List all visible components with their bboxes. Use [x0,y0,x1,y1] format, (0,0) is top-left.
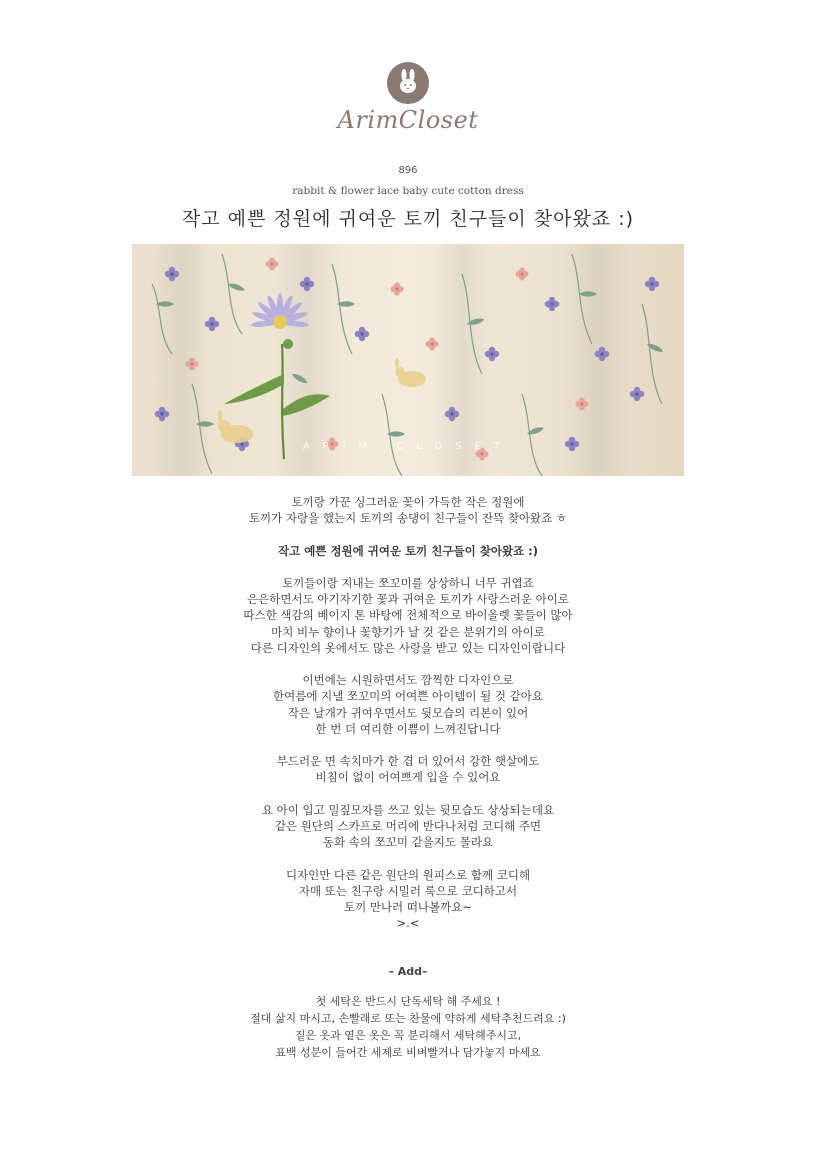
text-line: 디자인만 다른 같은 원단의 원피스로 함께 코디해 [285,867,531,882]
page-title: 작고 예쁜 정원에 귀여운 토끼 친구들이 찾아왔죠 :) [181,208,635,230]
text-line: 비침이 없이 어여쁘게 입을 수 있어요 [315,770,501,785]
description-heading [0,543,816,559]
text-line: 토끼랑 가꾼 싱그러운 꽃이 가득한 작은 정원에 [291,495,525,509]
description-paragraph [0,802,816,851]
description-paragraph [0,575,816,656]
text-line: 작고 예쁜 정원에 귀여운 토끼 친구들이 찾아왔죠 :) [277,543,539,558]
product-code: 896 [398,165,418,176]
care-instructions [0,993,816,1061]
text-line: 요 아이 입고 밀짚모자를 쓰고 있는 뒷모습도 상상되는데요 [261,802,555,817]
text-line: 첫 세탁은 반드시 단독세탁 해 주세요 ! [315,995,501,1008]
text-line: 동화 속의 쪼꼬미 같을지도 몰라요 [322,835,494,850]
text-line: 짙은 옷과 옅은 옷은 꼭 분리해서 세탁해주시고, [294,1029,522,1042]
product-description [0,494,816,948]
text-line: 은은하면서도 아기자기한 꽃과 귀여운 토끼가 사랑스러운 아이로 [247,592,569,607]
text-line: >.< [396,916,420,931]
text-line: 토끼가 자랑을 했는지 토끼의 송댕이 친구들이 잔뜩 찾아왔죠 ㅎ [248,511,568,526]
text-line: 작은 날개가 귀여우면서도 뒷모습의 리본이 있어 [287,705,529,720]
text-line: 이번에는 시원하면서도 깜찍한 디자인으로 [302,673,514,688]
text-line: 마치 비누 향이나 꽃향기가 날 것 같은 분위기의 아이로 [271,624,545,639]
text-line: 토끼 만나러 떠나볼까요~ [343,899,473,914]
description-paragraph [0,672,816,737]
hero-watermark: ARIM CLOSET [302,441,514,452]
logo-text: ArimCloset [337,106,479,134]
text-line: 부드러운 면 속치마가 한 겹 더 있어서 강한 햇살에도 [276,754,540,769]
text-line: 따스한 색감의 베이지 톤 바탕에 전체적으로 바이올렛 꽃들이 많아 [243,608,573,623]
text-line: 한여름에 지낼 쪼꼬미의 어여쁜 아이템이 될 것 같아요 [273,689,543,704]
text-line: 자매 또는 친구랑 시밀러 룩으로 코디하고서 [298,883,518,898]
description-paragraph [0,753,816,785]
brand-logo[interactable] [0,62,816,134]
text-line: 표백 성분이 들어간 세제로 비벼빨거나 담가놓지 마세요 [275,1046,541,1059]
add-section-title: – Add– [388,965,428,978]
text-line: 토끼들이랑 지내는 쪼꼬미를 상상하니 너무 귀엽죠 [282,575,534,590]
text-line: 절대 삶지 마시고, 손빨래로 또는 찬물에 약하게 세탁추천드려요 :) [250,1012,566,1025]
product-subtitle: rabbit & flower lace baby cute cotton dress [292,185,524,197]
text-line: 한 번 더 여리한 이쁨이 느껴진답니다 [315,721,501,736]
text-line: 다른 디자인의 옷에서도 많은 사랑을 받고 있는 디자인이랍니다 [250,640,566,655]
hero-fabric-image [132,244,684,476]
description-paragraph [0,494,816,526]
rabbit-icon [387,62,429,104]
text-line: 같은 원단의 스카프로 머리에 반다나처럼 코디해 주면 [274,818,542,833]
description-paragraph [0,867,816,932]
